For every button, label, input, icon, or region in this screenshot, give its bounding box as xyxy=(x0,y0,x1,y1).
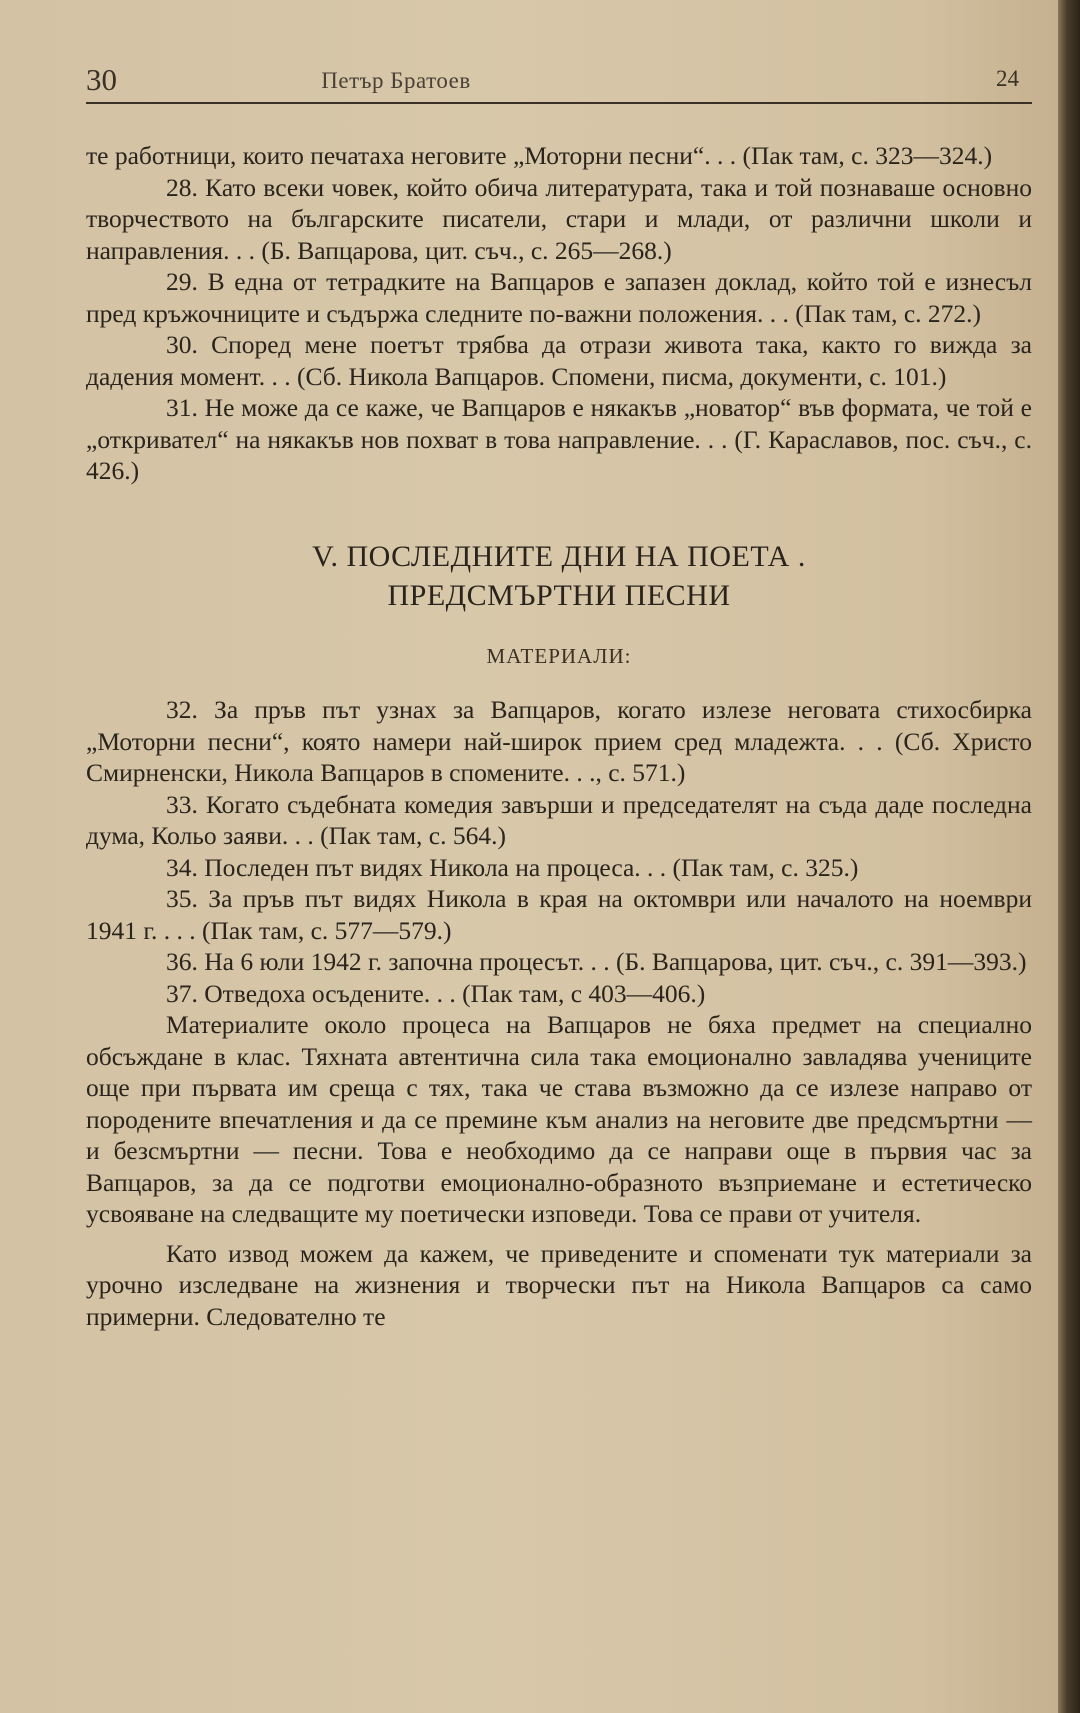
materials-heading: МАТЕРИАЛИ: xyxy=(486,643,632,668)
running-title: Петър Братоев xyxy=(321,68,471,93)
list-item: 30. Според мене поетът трябва да отрази живота така, както го вижда за дадения момент. . . (Сб. Никола Вапцаров. Спомени, писма, документи, с. 101.) xyxy=(86,330,1032,391)
list-item: 32. За пръв път узнах за Вапцаров, когато излезе неговата стихосбирка „Моторни песни“, която намери най-широк прием сред младежта. . . (Сб. Христо Смирненски, Никола Вапцаров в спомените. . ., с. 571.) xyxy=(86,695,1032,787)
page-header xyxy=(86,62,1032,102)
section-title-line: ПРЕДСМЪРТНИ ПЕСНИ xyxy=(387,578,731,612)
section-title xyxy=(86,537,1032,615)
continued-item: те работници, които печатаха неговите „Моторни песни“. . . (Пак там, с. 323—324.) xyxy=(86,141,993,170)
body-paragraph: Материалите около процеса на Вапцаров не бяха предмет на специално обсъждане в клас. Тяхната автентична сила така емоционално завладява учениците още при първата им среща с тях, така че става възможно да се излезе направо от породените впечатления и да се премине към анализ на неговите две предсмъртни — и безсмъртни — песни. Това е необходимо да се направи още в първия час за Вапцаров, за да се подготви емоционално-образното възприемане и естетическо усвояване на следващите му поетически изповеди. Това се прави от учителя. xyxy=(86,1010,1032,1228)
list-item: 31. Не може да се каже, че Вапцаров е някакъв „новатор“ във формата, че той е „откривател“ на някакъв нов похват в това направление. . . (Г. Караславов, пос. съч., с. 426.) xyxy=(86,393,1032,485)
page-body xyxy=(86,140,1032,1332)
list-item: 34. Последен път видях Никола на процеса. . . (Пак там, с. 325.) xyxy=(166,852,859,882)
section-title-line: V. ПОСЛЕДНИТЕ ДНИ НА ПОЕТА . xyxy=(312,539,806,573)
page-number: 30 xyxy=(86,62,117,97)
book-spine-edge xyxy=(1058,0,1080,1713)
list-item: 35. За пръв път видях Никола в края на октомври или началото на ноември 1941 г. . . . (Пак там, с. 577—579.) xyxy=(86,884,1032,945)
list-item: 37. Отведоха осъдените. . . (Пак там, с 403—406.) xyxy=(166,978,706,1008)
list-item: 29. В една от тетрадките на Вапцаров е запазен доклад, който той е изнесъл пред кръжочниците и съдържа следните по-важни положения. . . (Пак там, с. 272.) xyxy=(86,267,1032,328)
list-item: 33. Когато съдебната комедия завърши и председателят на съда даде последна дума, Кольо заяви. . . (Пак там, с. 564.) xyxy=(86,789,1032,850)
list-item: 28. Като всеки човек, който обича литературата, така и той познаваше основно творчеството на българските писатели, стари и млади, от различни школи и направления. . . (Б. Вапцарова, цит. съч., с. 265—268.) xyxy=(86,172,1032,265)
list-item: 36. На 6 юли 1942 г. започна процесът. . . (Б. Вапцарова, цит. съч., с. 391—393.) xyxy=(166,947,1027,976)
body-paragraph: Като извод можем да кажем, че приведените и споменати тук материали за урочно изследване на жизнения и творчески път на Никола Вапцаров са само примерни. Следователно те xyxy=(86,1238,1032,1331)
stamp-number: 24 xyxy=(996,66,1019,91)
header-rule xyxy=(86,102,1032,104)
